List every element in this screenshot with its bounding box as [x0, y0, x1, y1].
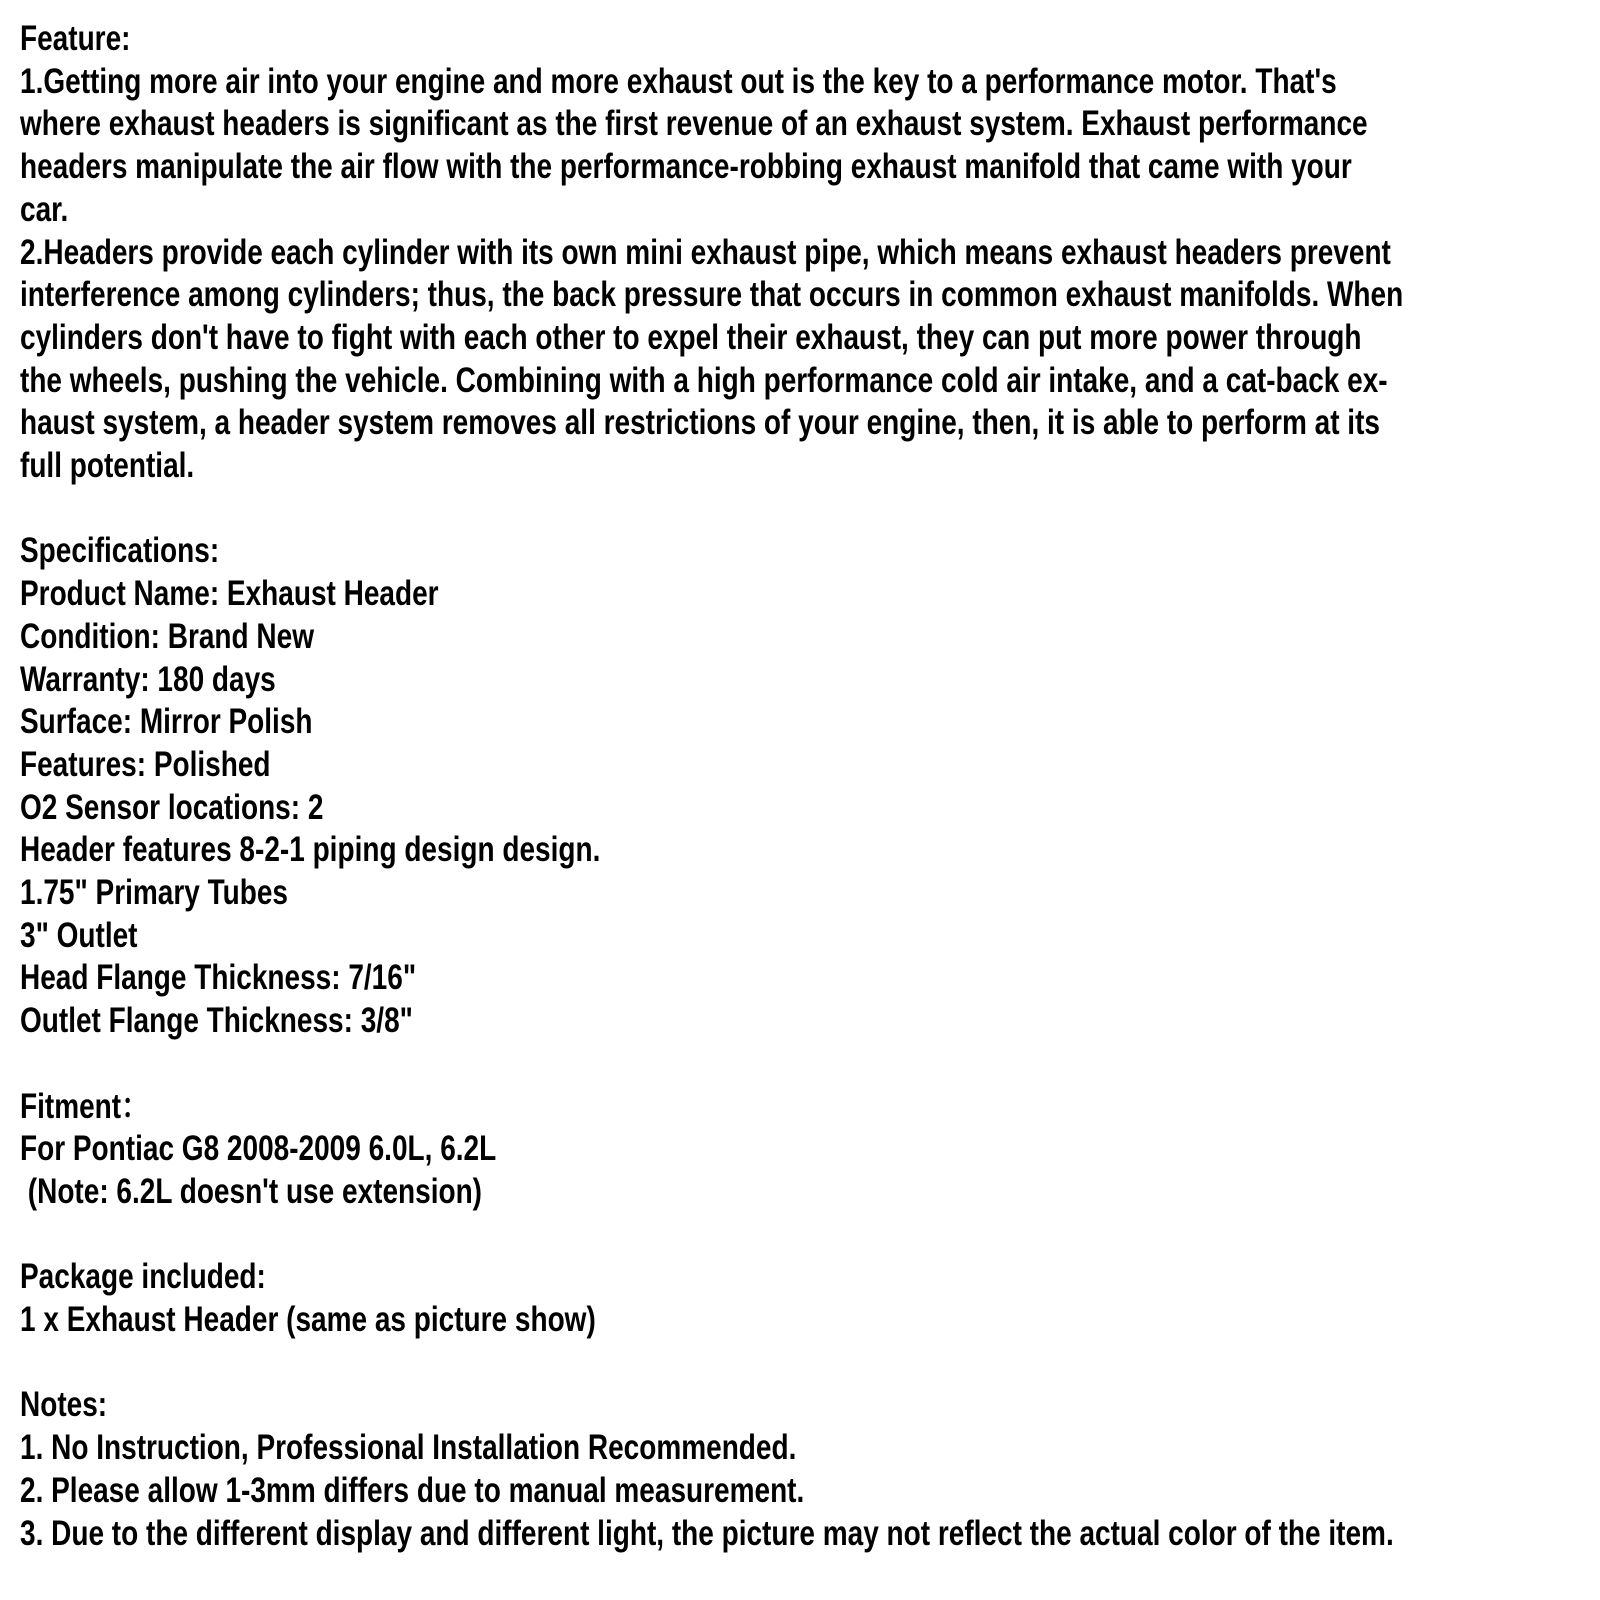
blank-line — [20, 1214, 1600, 1257]
feature-text-line: 1.Getting more air into your engine and more exhaust out is the key to a performance motor. That's — [20, 61, 1337, 101]
section-heading-package-included: Package included: — [20, 1257, 266, 1297]
spec-product-name: Product Name: Exhaust Header — [20, 574, 439, 614]
feature-text-line: haust system, a header system removes all restrictions of your engine, then, it is able to perform at its — [20, 403, 1380, 443]
feature-text-line: headers manipulate the air flow with the performance-robbing exhaust manifold that came with your — [20, 147, 1352, 187]
note-line: 3. Due to the different display and different light, the picture may not reflect the actual color of the item. — [20, 1513, 1394, 1553]
spec-head-flange-thickness: Head Flange Thickness: 7/16" — [20, 958, 417, 998]
feature-text-line: the wheels, pushing the vehicle. Combining with a high performance cold air intake, and a cat-back ex- — [20, 360, 1388, 400]
spec-piping-design: Header features 8-2-1 piping design design. — [20, 830, 601, 870]
fitment-vehicle: For Pontiac G8 2008-2009 6.0L, 6.2L — [20, 1129, 497, 1169]
blank-line — [20, 1043, 1600, 1086]
spec-outlet-flange-thickness: Outlet Flange Thickness: 3/8" — [20, 1001, 413, 1041]
feature-text-line: interference among cylinders; thus, the back pressure that occurs in common exhaust manifolds. When — [20, 275, 1404, 315]
feature-text-line: car. — [20, 189, 69, 229]
note-line: 1. No Instruction, Professional Installation Recommended. — [20, 1428, 797, 1468]
spec-warranty: Warranty: 180 days — [20, 659, 276, 699]
spec-outlet: 3" Outlet — [20, 915, 138, 955]
feature-text-line: cylinders don't have to fight with each other to expel their exhaust, they can put more power through — [20, 317, 1362, 357]
note-line: 2. Please allow 1-3mm differs due to manual measurement. — [20, 1470, 805, 1510]
spec-features: Features: Polished — [20, 744, 271, 784]
feature-text-line: full potential. — [20, 446, 195, 486]
spec-surface: Surface: Mirror Polish — [20, 702, 313, 742]
feature-text-line: where exhaust headers is significant as the first revenue of an exhaust system. Exhaust performance — [20, 104, 1368, 144]
feature-text-line: 2.Headers provide each cylinder with its own mini exhaust pipe, which means exhaust headers prevent — [20, 232, 1391, 272]
section-heading-feature: Feature: — [20, 19, 131, 58]
package-item: 1 x Exhaust Header (same as picture show) — [20, 1300, 596, 1340]
blank-line — [20, 1342, 1600, 1385]
fitment-note: (Note: 6.2L doesn't use extension) — [20, 1171, 482, 1211]
spec-condition: Condition: Brand New — [20, 616, 314, 656]
section-heading-notes: Notes: — [20, 1385, 108, 1425]
spec-o2-sensor-locations: O2 Sensor locations: 2 — [20, 787, 324, 827]
blank-line — [20, 488, 1600, 531]
spec-primary-tubes: 1.75" Primary Tubes — [20, 873, 288, 913]
section-heading-fitment: Fitment： — [20, 1086, 150, 1126]
section-heading-specifications: Specifications: — [20, 531, 220, 571]
